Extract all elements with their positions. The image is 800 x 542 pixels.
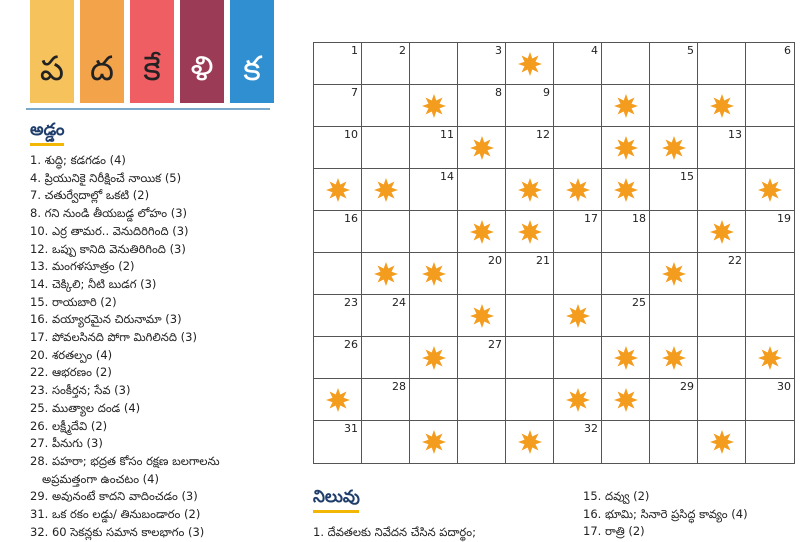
star-icon <box>662 346 686 370</box>
grid-cell[interactable] <box>746 295 794 337</box>
across-clue: 7. చతుర్వేదాల్లో ఒకటి (2) <box>30 188 150 203</box>
blocked-cell <box>506 211 554 253</box>
blocked-cell <box>314 379 362 421</box>
across-clue: 17. పోవలసినది పోగా మిగిలినది (3) <box>30 330 197 345</box>
grid-cell[interactable] <box>554 85 602 127</box>
clue-number: 29 <box>680 380 694 393</box>
across-clue: 22. ఆభరణం (2) <box>30 365 112 380</box>
grid-cell[interactable] <box>362 43 410 85</box>
crossword-grid <box>313 42 795 464</box>
star-icon <box>710 430 734 454</box>
title-tile: క <box>230 0 274 103</box>
blocked-cell <box>410 253 458 295</box>
grid-cell[interactable] <box>650 85 698 127</box>
across-clue: 26. లక్ష్మీదేవి (2) <box>30 418 108 433</box>
down-heading: నిలువు <box>313 487 360 507</box>
grid-cell[interactable] <box>746 379 794 421</box>
star-icon <box>518 430 542 454</box>
grid-cell[interactable] <box>698 379 746 421</box>
title-tile: ప <box>30 0 74 103</box>
grid-cell[interactable] <box>314 421 362 463</box>
clue-number: 15 <box>680 170 694 183</box>
clue-number: 3 <box>495 44 502 57</box>
grid-cell[interactable] <box>410 211 458 253</box>
blocked-cell <box>746 169 794 211</box>
grid-cell[interactable] <box>506 337 554 379</box>
grid-cell[interactable] <box>746 85 794 127</box>
title-tiles <box>30 0 272 103</box>
grid-cell[interactable] <box>698 127 746 169</box>
across-clue: 28. పహరా; భద్రత కోసం రక్షణ బలగాలను <box>30 453 220 468</box>
star-icon <box>758 178 782 202</box>
clue-number: 20 <box>488 254 502 267</box>
clue-number: 30 <box>777 380 791 393</box>
across-clue: 1. శుద్ధి; కడగడం (4) <box>30 153 126 167</box>
blocked-cell <box>410 337 458 379</box>
clue-number: 24 <box>392 296 406 309</box>
grid-cell[interactable] <box>314 85 362 127</box>
down-clue: 15. దవ్వు (2) <box>583 489 650 503</box>
star-icon <box>614 178 638 202</box>
clue-number: 9 <box>543 86 550 99</box>
across-heading: అడ్డం <box>30 120 65 140</box>
star-icon <box>566 178 590 202</box>
star-icon <box>758 346 782 370</box>
grid-cell[interactable] <box>650 295 698 337</box>
blocked-cell <box>506 43 554 85</box>
grid-cell[interactable] <box>314 253 362 295</box>
grid-cell[interactable] <box>746 127 794 169</box>
clue-number: 25 <box>632 296 646 309</box>
grid-cell[interactable] <box>554 253 602 295</box>
blocked-cell <box>410 85 458 127</box>
star-icon <box>518 178 542 202</box>
grid-cell[interactable] <box>506 127 554 169</box>
title-divider <box>26 108 270 110</box>
grid-cell[interactable] <box>602 211 650 253</box>
blocked-cell <box>602 337 650 379</box>
down-clue-list-right <box>583 488 748 541</box>
blocked-cell <box>506 421 554 463</box>
across-clue: 4. ప్రియునికై నిరీక్షించే నాయిక (5) <box>30 170 182 185</box>
clue-number: 28 <box>392 380 406 393</box>
blocked-cell <box>650 337 698 379</box>
clue-number: 13 <box>728 128 742 141</box>
clue-number: 31 <box>344 422 358 435</box>
title-tile: కే <box>130 0 174 103</box>
grid-cell[interactable] <box>602 295 650 337</box>
grid-cell[interactable] <box>698 43 746 85</box>
grid-cell[interactable] <box>362 379 410 421</box>
grid-cell[interactable] <box>698 295 746 337</box>
star-icon <box>710 220 734 244</box>
across-clue: 23. సంకీర్తన; సేవ (3) <box>30 383 131 398</box>
grid-cell[interactable] <box>506 379 554 421</box>
grid-cell[interactable] <box>602 421 650 463</box>
clue-number: 21 <box>536 254 550 267</box>
star-icon <box>470 220 494 244</box>
grid-cell[interactable] <box>410 379 458 421</box>
grid-cell[interactable] <box>506 253 554 295</box>
clue-number: 7 <box>351 86 358 99</box>
blocked-cell <box>602 169 650 211</box>
star-icon <box>326 388 350 412</box>
grid-cell[interactable] <box>458 85 506 127</box>
grid-cell[interactable] <box>362 127 410 169</box>
star-icon <box>710 94 734 118</box>
clue-number: 14 <box>440 170 454 183</box>
clue-number: 22 <box>728 254 742 267</box>
grid-cell[interactable] <box>746 211 794 253</box>
grid-cell[interactable] <box>746 421 794 463</box>
down-clue: 17. రాత్రి (2) <box>583 524 645 539</box>
grid-cell[interactable] <box>698 253 746 295</box>
across-clue: 31. ఒక రకం లడ్డు/ తినుబండారం (2) <box>30 507 201 522</box>
blocked-cell <box>458 127 506 169</box>
across-clue: అప్రమత్తంగా ఉంచటం (4) <box>42 471 159 486</box>
across-clue: 14. చెక్కిలి; నీటి బుడగ (3) <box>30 276 157 291</box>
grid-cell[interactable] <box>602 253 650 295</box>
clue-number: 18 <box>632 212 646 225</box>
clue-number: 2 <box>399 44 406 57</box>
across-clue: 27. పీనుగు (3) <box>30 436 103 451</box>
blocked-cell <box>602 85 650 127</box>
grid-cell[interactable] <box>458 379 506 421</box>
grid-cell[interactable] <box>650 379 698 421</box>
star-icon <box>614 136 638 160</box>
grid-cell[interactable] <box>362 211 410 253</box>
star-icon <box>470 136 494 160</box>
star-icon <box>470 304 494 328</box>
blocked-cell <box>650 253 698 295</box>
star-icon <box>422 262 446 286</box>
grid-cell[interactable] <box>506 295 554 337</box>
blocked-cell <box>458 295 506 337</box>
blocked-cell <box>650 127 698 169</box>
grid-cell[interactable] <box>506 85 554 127</box>
grid-cell[interactable] <box>362 295 410 337</box>
clue-number: 16 <box>344 212 358 225</box>
blocked-cell <box>554 169 602 211</box>
blocked-cell <box>746 337 794 379</box>
blocked-cell <box>554 379 602 421</box>
star-icon <box>518 52 542 76</box>
across-clue: 13. మంగళసూత్రం (2) <box>30 259 135 274</box>
blocked-cell <box>362 253 410 295</box>
clue-number: 19 <box>777 212 791 225</box>
grid-cell[interactable] <box>554 421 602 463</box>
down-clue: 1. దేవతలకు నివేదన చేసిన పదార్థం; <box>313 525 476 539</box>
clue-number: 1 <box>351 44 358 57</box>
grid-cell[interactable] <box>746 253 794 295</box>
blocked-cell <box>314 169 362 211</box>
title-tile: ద <box>80 0 124 103</box>
grid-cell[interactable] <box>410 127 458 169</box>
grid-cell[interactable] <box>554 43 602 85</box>
grid-cell[interactable] <box>314 295 362 337</box>
star-icon <box>566 388 590 412</box>
blocked-cell <box>602 379 650 421</box>
grid-cell[interactable] <box>362 85 410 127</box>
across-clue: 10. ఎర్ర తామర.. వెనుదిరిగింది (3) <box>30 223 189 238</box>
across-heading-underline <box>30 143 64 146</box>
star-icon <box>422 346 446 370</box>
star-icon <box>614 94 638 118</box>
grid-cell[interactable] <box>458 337 506 379</box>
star-icon <box>614 346 638 370</box>
grid-cell[interactable] <box>698 169 746 211</box>
grid-cell[interactable] <box>314 43 362 85</box>
down-clue: 16. భూమి; సినారె ప్రసిద్ధ కావ్యం (4) <box>583 506 748 521</box>
star-icon <box>518 220 542 244</box>
grid-cell[interactable] <box>362 337 410 379</box>
star-icon <box>566 304 590 328</box>
grid-cell[interactable] <box>314 127 362 169</box>
clue-number: 6 <box>784 44 791 57</box>
blocked-cell <box>698 85 746 127</box>
blocked-cell <box>410 421 458 463</box>
across-clue: 12. ఒప్పు కానిది వెనుతిరిగింది (3) <box>30 241 186 256</box>
clue-number: 17 <box>584 212 598 225</box>
grid-cell[interactable] <box>650 169 698 211</box>
title-tile: ళి <box>180 0 224 103</box>
grid-cell[interactable] <box>314 337 362 379</box>
across-clue: 8. గని నుండి తీయబడ్డ లోహం (3) <box>30 206 188 221</box>
across-clue-list <box>30 152 300 541</box>
clue-number: 26 <box>344 338 358 351</box>
grid-cell[interactable] <box>410 295 458 337</box>
blocked-cell <box>506 169 554 211</box>
star-icon <box>374 178 398 202</box>
clue-number: 27 <box>488 338 502 351</box>
clue-number: 32 <box>584 422 598 435</box>
down-heading-underline <box>313 510 359 513</box>
blocked-cell <box>698 211 746 253</box>
blocked-cell <box>458 211 506 253</box>
across-clue: 32. 60 సెకన్లకు సమాన కాలభాగం (3) <box>30 524 205 539</box>
grid-cell[interactable] <box>410 169 458 211</box>
grid-cell[interactable] <box>410 43 458 85</box>
grid-cell[interactable] <box>458 253 506 295</box>
star-icon <box>662 262 686 286</box>
across-clue: 15. రాయబారి (2) <box>30 294 117 309</box>
grid-cell[interactable] <box>650 211 698 253</box>
grid-cell[interactable] <box>746 43 794 85</box>
across-clue: 16. వయ్యారమైన చిరునామా (3) <box>30 312 182 327</box>
star-icon <box>614 388 638 412</box>
star-icon <box>422 94 446 118</box>
clue-number: 12 <box>536 128 550 141</box>
blocked-cell <box>698 421 746 463</box>
grid-cell[interactable] <box>314 211 362 253</box>
down-clue-list-left <box>313 524 476 542</box>
grid-cell[interactable] <box>458 169 506 211</box>
star-icon <box>662 136 686 160</box>
star-icon <box>422 430 446 454</box>
blocked-cell <box>554 295 602 337</box>
across-clue: 29. అవునంటే కాదని వాదించడం (3) <box>30 489 198 504</box>
grid-cell[interactable] <box>650 421 698 463</box>
grid-cell[interactable] <box>458 421 506 463</box>
grid-cell[interactable] <box>698 337 746 379</box>
clue-number: 23 <box>344 296 358 309</box>
star-icon <box>374 262 398 286</box>
across-clue: 20. శరతల్పం (4) <box>30 347 113 362</box>
grid-cell[interactable] <box>554 127 602 169</box>
across-clue: 25. ముత్యాల దండ (4) <box>30 400 141 415</box>
grid-cell[interactable] <box>458 43 506 85</box>
clue-number: 5 <box>687 44 694 57</box>
star-icon <box>326 178 350 202</box>
clue-number: 11 <box>440 128 454 141</box>
grid-cell[interactable] <box>602 43 650 85</box>
blocked-cell <box>362 169 410 211</box>
grid-cell[interactable] <box>554 211 602 253</box>
clue-number: 8 <box>495 86 502 99</box>
grid-cell[interactable] <box>554 337 602 379</box>
grid-cell[interactable] <box>362 421 410 463</box>
clue-number: 10 <box>344 128 358 141</box>
clue-number: 4 <box>591 44 598 57</box>
blocked-cell <box>602 127 650 169</box>
grid-cell[interactable] <box>650 43 698 85</box>
